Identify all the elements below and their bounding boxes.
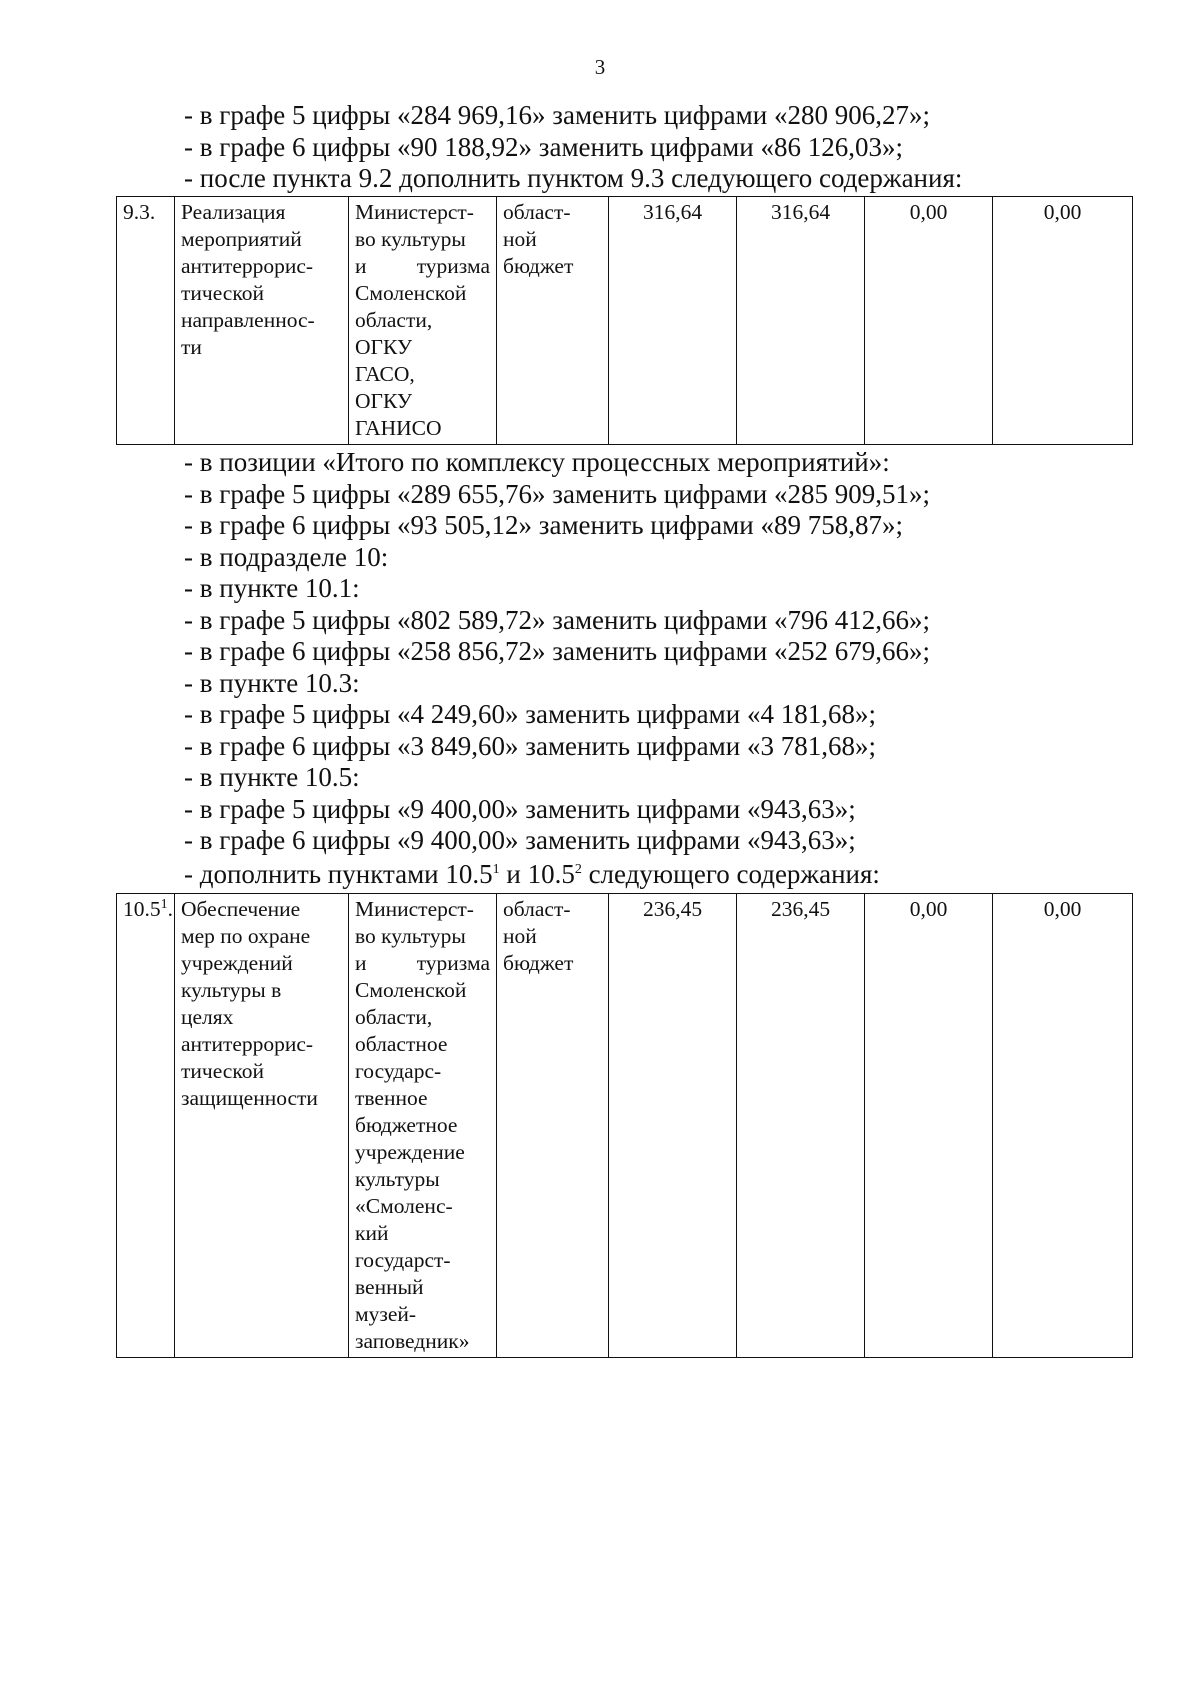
item-name-line: антитеррорис- xyxy=(181,254,314,278)
item-name-cell xyxy=(175,894,349,1358)
funding-source-line: област- xyxy=(503,897,571,921)
item-name-line: культуры в xyxy=(181,978,282,1002)
item-name-line: мер по охране xyxy=(181,924,311,948)
item-name-line: мероприятий xyxy=(181,227,302,251)
superscript: 2 xyxy=(574,862,582,877)
column-8-value: 0,00 xyxy=(993,894,1133,1358)
item-executor-cell xyxy=(349,894,497,1358)
executor-line: области, xyxy=(355,1005,433,1029)
item-name-line: тической xyxy=(181,281,264,305)
amendment-line: - в подразделе 10: xyxy=(184,541,389,572)
column-6-value: 236,45 xyxy=(737,894,865,1358)
item-executor-cell xyxy=(349,197,497,445)
executor-line: венный xyxy=(355,1275,424,1299)
amendment-line-add-items xyxy=(184,859,880,891)
executor-line: области, xyxy=(355,308,433,332)
executor-word: туризма xyxy=(416,254,490,278)
executor-word: и xyxy=(355,254,367,278)
item-name-line: целях xyxy=(181,1005,234,1029)
amendment-line: - в графе 6 цифры «258 856,72» заменить цифрами «252 679,66»; xyxy=(184,636,930,666)
amendment-line xyxy=(184,859,880,891)
executor-line xyxy=(355,950,490,977)
executor-word: и xyxy=(355,951,367,975)
executor-line: ОГКУ xyxy=(355,335,413,359)
column-6-value: 316,64 xyxy=(737,197,865,445)
superscript: 1 xyxy=(492,862,500,877)
column-5-value: 236,45 xyxy=(609,894,737,1358)
item-number: 9.3. xyxy=(123,200,156,224)
executor-line: учреждение xyxy=(355,1140,465,1164)
funding-source-cell xyxy=(497,197,609,445)
amendment-line: - в графе 5 цифры «4 249,60» заменить цифрами «4 181,68»; xyxy=(184,699,876,729)
page-number: 3 xyxy=(594,55,606,79)
amendment-line: - в графе 5 цифры «289 655,76» заменить цифрами «285 909,51»; xyxy=(184,478,930,509)
item-name-cell xyxy=(175,197,349,445)
amendment-line: - в графе 6 цифры «93 505,12» заменить цифрами «89 758,87»; xyxy=(184,510,903,540)
amendment-line: - в графе 5 цифры «284 969,16» заменить цифрами «280 906,27»; xyxy=(184,100,930,130)
superscript: 1 xyxy=(160,896,168,912)
amendment-line: - в графе 6 цифры «90 188,92» заменить цифрами «86 126,03»; xyxy=(184,131,903,162)
column-7-value: 0,00 xyxy=(865,894,993,1358)
executor-line: Министерст- xyxy=(355,897,474,921)
funding-source-line: ной xyxy=(503,924,537,948)
table-row xyxy=(117,197,1133,445)
amendment-line: - в графе 5 цифры «802 589,72» заменить цифрами «796 412,66»; xyxy=(184,604,930,635)
amendment-lines-between-tables xyxy=(184,447,930,857)
column-5-value: 316,64 xyxy=(609,197,737,445)
amendment-line: - в пункте 10.5: xyxy=(184,762,360,792)
executor-line: областное xyxy=(355,1032,448,1056)
executor-line: Министерст- xyxy=(355,200,474,224)
item-name-line: антитеррорис- xyxy=(181,1032,314,1056)
executor-line xyxy=(355,253,490,280)
item-number-cell xyxy=(117,894,175,1358)
executor-line: во культуры xyxy=(355,227,466,251)
executor-line: музей- xyxy=(355,1302,417,1326)
table-item-9-3 xyxy=(116,196,1133,445)
funding-source-line: бюджет xyxy=(503,951,574,975)
column-7-value: 0,00 xyxy=(865,197,993,445)
item-name-line: защищенности xyxy=(181,1086,318,1110)
amendment-line: - в пункте 10.3: xyxy=(184,667,360,698)
item-number-dot: . xyxy=(167,897,173,921)
executor-line: государс- xyxy=(355,1059,442,1083)
executor-word: туризма xyxy=(416,951,490,975)
table-item-10-5-1 xyxy=(116,893,1133,1358)
amendment-lines-before-table-9-3 xyxy=(184,100,962,195)
executor-line: ГАСО, xyxy=(355,362,415,386)
amendment-line: - после пункта 9.2 дополнить пунктом 9.3 следующего содержания: xyxy=(184,163,963,193)
executor-line: бюджетное xyxy=(355,1113,458,1137)
executor-line: Смоленской xyxy=(355,978,467,1002)
amendment-line: - в графе 5 цифры «9 400,00» заменить цифрами «943,63»; xyxy=(184,793,856,824)
amendment-line: - в позиции «Итого по комплексу процессных мероприятий»: xyxy=(184,447,890,477)
funding-source-line: бюджет xyxy=(503,254,574,278)
executor-line: ГАНИСО xyxy=(355,416,442,440)
item-name-line: учреждений xyxy=(181,951,293,975)
table-row xyxy=(117,894,1133,1358)
executor-line: во культуры xyxy=(355,924,466,948)
item-name-line: направленнос- xyxy=(181,308,315,332)
funding-source-cell xyxy=(497,894,609,1358)
executor-line: ОГКУ xyxy=(355,389,413,413)
item-name-line: ти xyxy=(181,335,202,359)
line-text: - дополнить пунктами 10.5 xyxy=(184,859,493,889)
executor-line: твенное xyxy=(355,1086,428,1110)
item-number-cell xyxy=(117,197,175,445)
line-text: следующего содержания: xyxy=(581,859,880,889)
executor-line: культуры xyxy=(355,1167,440,1191)
item-name-line: Обеспечение xyxy=(181,897,301,921)
executor-line: «Смоленс- xyxy=(355,1194,453,1218)
item-name-line: Реализация xyxy=(181,200,286,224)
funding-source-line: област- xyxy=(503,200,571,224)
executor-line: Смоленской xyxy=(355,281,467,305)
amendment-line: - в графе 6 цифры «9 400,00» заменить цифрами «943,63»; xyxy=(184,825,856,855)
column-8-value: 0,00 xyxy=(993,197,1133,445)
amendment-line: - в графе 6 цифры «3 849,60» заменить цифрами «3 781,68»; xyxy=(184,730,876,761)
executor-line: кий xyxy=(355,1221,389,1245)
executor-line: заповедник» xyxy=(355,1329,470,1353)
line-text: и 10.5 xyxy=(499,859,575,889)
amendment-line: - в пункте 10.1: xyxy=(184,573,360,603)
funding-source-line: ной xyxy=(503,227,537,251)
item-number: 10.5 xyxy=(123,897,161,921)
item-name-line: тической xyxy=(181,1059,264,1083)
executor-line: государст- xyxy=(355,1248,451,1272)
